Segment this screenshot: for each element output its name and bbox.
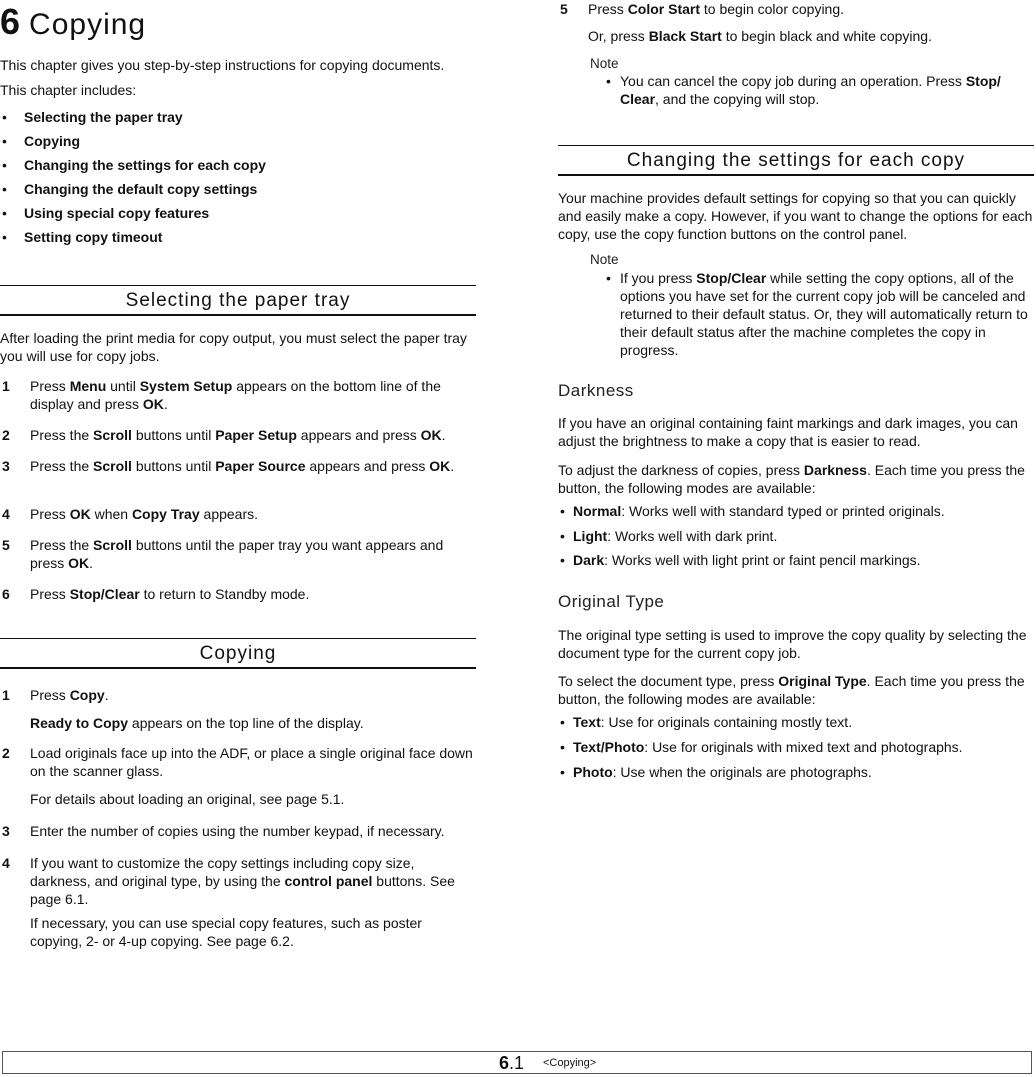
left-step-block [0,426,476,444]
right-p-block [558,461,1034,497]
bold-text: OK [68,555,90,571]
text: . [441,427,446,443]
right-p-block [558,626,1034,662]
left-cont-block [0,914,476,950]
text: . [450,458,455,474]
bold-text: OK [429,458,451,474]
bullet-icon: • [560,528,565,544]
step-number: 3 [2,458,10,474]
left-bullet-block [0,180,476,198]
left-step-block [0,457,476,475]
bullet-icon: • [560,503,565,519]
bold-text: Using special copy features [24,205,210,221]
text: until [106,378,140,394]
step-number: 3 [2,823,10,839]
left-step-block [0,854,476,908]
text: to begin black and white copying. [721,28,932,44]
right-rbullet-block [558,738,1034,756]
bold-text: Dark [573,552,605,568]
right-rbullet-block [558,502,1034,520]
bold-text: Photo [573,764,613,780]
text: appears and press [296,427,421,443]
bold-text: Changing the default copy settings [24,181,258,197]
step-number: 6 [2,586,10,602]
text: If you want to customize the copy settings including copy size, darkness, and original type, by using the [30,855,415,889]
bullet-icon: • [2,205,7,221]
text: Selecting the paper tray [125,290,351,311]
bold-text: Ready to Copy [30,715,129,731]
left-heading-block [0,285,476,316]
text: appears. [199,506,259,522]
text: appears and press [305,458,430,474]
text: , and the copying will stop. [655,91,820,107]
bold-text: Scroll [93,427,132,443]
text: Press [30,586,70,602]
text: when [90,506,132,522]
bullet-icon: • [2,181,7,197]
step-number: 4 [2,506,10,522]
bullet-icon: • [560,764,565,780]
text: Copying [199,643,277,664]
left-step-block [0,585,476,603]
step-number: 5 [560,1,568,17]
left-cont-block [0,790,476,808]
bold-text: Original Type [778,673,867,689]
step-number: 1 [2,687,10,703]
text: This chapter gives you step-by-step instructions for copying documents. [0,57,445,73]
bold-text: Copying [24,133,80,149]
text: If you press [620,270,697,286]
text: buttons until [131,458,216,474]
text: Press [30,687,70,703]
step-number: 2 [2,745,10,761]
bullet-icon: • [560,552,565,568]
bold-text: Selecting the paper tray [24,109,183,125]
text: Note [590,252,619,267]
text: to begin color copying. [700,1,845,17]
bold-text: Scroll [93,458,132,474]
bullet-icon: • [606,73,611,89]
text: appears on the top line of the display. [128,715,364,731]
bold-text: Changing the settings for each copy [24,157,266,173]
text: You can cancel the copy job during an operation. Press [620,73,966,89]
left-heading-block [0,638,476,669]
bullet-icon: • [2,133,7,149]
bold-text: Paper Setup [215,427,297,443]
bold-text: Copy Tray [131,506,200,522]
step-number: 4 [2,855,10,871]
text: Darkness [558,381,634,400]
right-p-block [558,672,1034,708]
right-rbullet-block [558,551,1034,569]
text: . Each time you press the button, the following modes are available: [558,462,1025,496]
right-rbullet-block [558,763,1034,781]
chapter-title-text: Copying [29,8,147,41]
left-p-block [0,329,476,365]
bold-text: Scroll [93,537,132,553]
text: Or, press [588,28,649,44]
bold-text: Menu [69,378,107,394]
bullet-icon: • [2,109,7,125]
page-number [499,1053,524,1074]
bold-text: Darkness [803,462,867,478]
bold-text: OK [142,396,164,412]
right-step-block [558,0,1034,18]
left-bullet-block [0,108,476,126]
bold-text: System Setup [139,378,233,394]
bold-text: Paper Source [215,458,306,474]
right-cont-block [558,27,1034,45]
bold-text: Stop/Clear [696,270,767,286]
text: To adjust the darkness of copies, press [558,462,804,478]
right-rbullet-block [558,713,1034,731]
right-p-block [558,414,1034,450]
bold-text: control panel [284,873,373,889]
right-notelabel-block [558,55,1034,73]
text: to return to Standby mode. [139,586,310,602]
text: : Use for originals with mixed text and photographs. [644,739,963,755]
right-sub-block [558,380,1034,402]
text: To select the document type, press [558,673,779,689]
left-step-block [0,822,476,840]
text: appears on the bottom line of the display and press [30,378,441,412]
text: If necessary, you can use special copy features, such as poster copying, 2- or 4-up copying. See page 6.2. [30,915,422,949]
left-step-block [0,536,476,572]
text: Press the [30,458,94,474]
bullet-icon: • [560,739,565,755]
chapter-title [0,2,476,45]
right-noteitem-block [558,269,1034,359]
bold-text: OK [420,427,442,443]
right-heading-block [558,145,1034,176]
text: Enter the number of copies using the number keypad, if necessary. [30,823,445,839]
text: Original Type [558,592,665,611]
bold-text: Text [573,714,601,730]
left-bullet-block [0,132,476,150]
bold-text: Stop/Clear [69,586,140,602]
text: If you have an original containing faint markings and dark images, you can adjust the brightness to make a copy that is easier to read. [558,415,1018,449]
left-bullet-block [0,204,476,222]
text: : Works well with dark print. [607,528,778,544]
bullet-icon: • [2,229,7,245]
page-chapter: 6 [499,1053,510,1073]
left-p-block [0,56,476,74]
left-step-block [0,744,476,780]
text: . Each time you press the button, the following modes are available: [558,673,1025,707]
left-step-block [0,686,476,704]
bold-text: Text/Photo [573,739,645,755]
text: . [89,555,94,571]
bold-text: Copy [69,687,105,703]
text: Press [588,1,628,17]
bold-text: Black Start [648,28,722,44]
right-noteitem-block [558,72,1034,108]
bold-text: Color Start [627,1,701,17]
text: . [163,396,168,412]
left-p-block [0,81,476,99]
text: buttons until the paper tray you want appears and press [30,537,444,571]
text: Your machine provides default settings for copying so that you can quickly and easily make a copy. However, if you want to change the options for each copy, use the copy function buttons on the control panel. [558,190,1033,242]
text: Load originals face up into the ADF, or place a single original face down on the scanner glass. [30,745,473,779]
page-footer [2,1051,1032,1074]
bold-text: OK [69,506,91,522]
left-cont-block [0,714,476,732]
text: After loading the print media for copy output, you must select the paper tray you will use for copy jobs. [0,330,467,364]
text: The original type setting is used to improve the copy quality by selecting the document type for the current copy job. [558,627,1027,661]
bold-text: Setting copy timeout [24,229,163,245]
text: buttons until [131,427,216,443]
bold-text: Light [573,528,608,544]
text: Press the [30,427,94,443]
chapter-number: 6 [0,1,22,42]
bullet-icon: • [560,714,565,730]
step-number: 1 [2,378,10,394]
text: : Works well with light print or faint pencil markings. [604,552,921,568]
text: For details about loading an original, see page 5.1. [30,791,345,807]
left-step-block [0,377,476,413]
text: buttons. See page 6.1. [30,873,455,907]
text: : Use when the originals are photographs. [612,764,872,780]
step-number: 5 [2,537,10,553]
text: Changing the settings for each copy [626,150,966,171]
bullet-icon: • [2,157,7,173]
step-number: 2 [2,427,10,443]
text: : Use for originals containing mostly text. [600,714,853,730]
text: while setting the copy options, all of the options you have set for the current copy job will be canceled and returned to their default status. Or, they will automatically return to their default status after the machine completes the copy in progress. [620,270,1028,358]
text: Press [30,506,70,522]
text: Press the [30,537,94,553]
bold-text: Stop/ Clear [620,73,1001,107]
right-rbullet-block [558,527,1034,545]
right-sub-block [558,591,1034,613]
right-notelabel-block [558,251,1034,269]
bullet-icon: • [606,270,611,286]
text: . [104,687,109,703]
text: Press [30,378,70,394]
right-p-block [558,189,1034,243]
page-sub: .1 [509,1053,525,1073]
bold-text: Normal [573,503,622,519]
left-bullet-block [0,156,476,174]
text: : Works well with standard typed or printed originals. [621,503,945,519]
footer-label: <Copying> [543,1057,597,1069]
left-step-block [0,505,476,523]
text: Note [590,56,619,71]
left-bullet-block [0,228,476,246]
text: This chapter includes: [0,82,137,98]
